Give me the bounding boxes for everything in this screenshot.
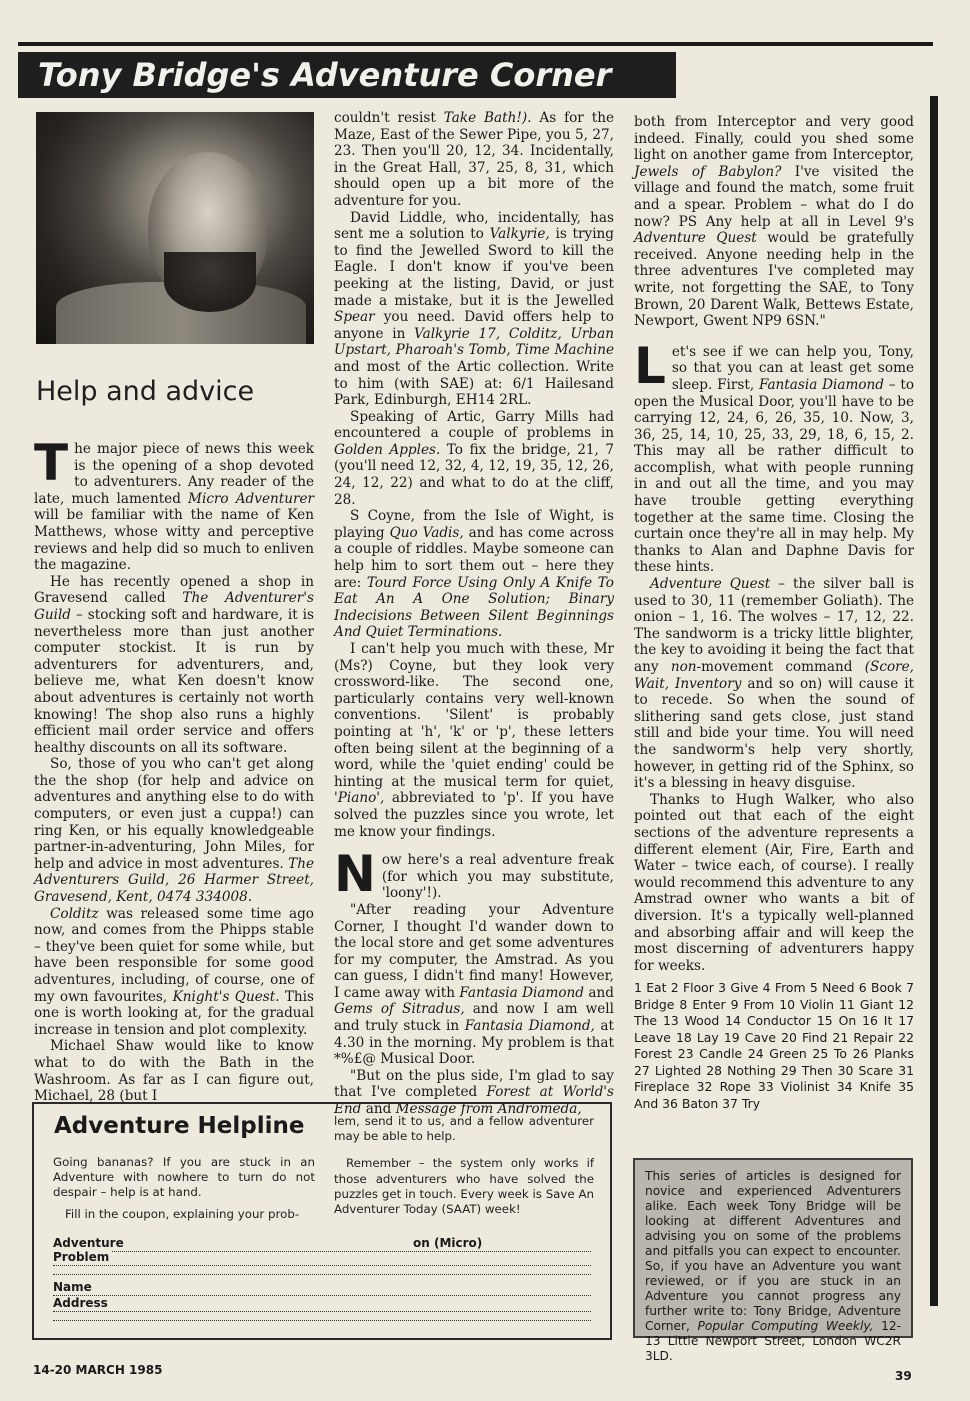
name-field[interactable]: Name — [53, 1280, 591, 1296]
paragraph: He has recently opened a shop in Gravesend called The Adventurer's Guild – stocking soft and hardware, it is nevertheless more than just another computer stockist. It is run by adventurers for adventurers, and, believe me, what Ken doesn't know about adventures is certainly not worth knowing! The shop also runs a highly efficient mail order service and offers healthy discounts on all its software. — [34, 573, 314, 756]
micro-field-label: on (Micro) — [413, 1236, 483, 1250]
drop-cap: N — [334, 845, 376, 904]
author-photo — [36, 112, 314, 344]
paragraph: both from Interceptor and very good indeed. Finally, could you shed some light on another game from Interceptor, Jewels of Babylon? I've visited the village and found the match, some fruit and a spear. Problem – what do I do now? PS Any help at all in Level 9's Adventure Quest would be gratefully received. Anyone needing help in the three adventures I've completed may write, not forgetting the SAE, to Tony Brown, 20 Darent Walk, Bettews Estate, Newport, Gwent NP9 6SN." — [634, 114, 915, 330]
paragraph: So, those of you who can't get along the the shop (for help and advice on adventures and anything else to do with computers, or even just a cuppa!) can ring Ken, or his equally knowledgeable partner-in-adventuring, John Miles, for help and advice in most adventures. The Adventurers Guild, 26 Harmer Street, Gravesend, Kent, 0474 334008. — [34, 756, 314, 906]
paragraph: Let's see if we can help you, Tony, so that you can at least get some sleep. First, Fantasia Diamond – to open the Musical Door, you'll have to be carrying 12, 24, 6, 26, 35, 10. Now, 3, 36, 25, 14, 10, 25, 33, 29, 18, 6, 15, 2. This may all be rather difficult to accomplish, what with people running in and out all the time, and you may have trouble getting everything together at the same time. Closing the curtain once they're all in may help. My thanks to Alan and Daphne Davis for these hints. — [634, 336, 915, 576]
paragraph: Colditz was released some time ago now, and comes from the Phipps stable – they've been quiet for some while, but have been responsible for some good adventures, including, of course, one of my own favourites, Knight's Quest. This one is worth looking at, for the gradual increase in tension and plot complexity. — [34, 905, 315, 1038]
page-title: Tony Bridge's Adventure Corner — [18, 52, 676, 98]
problem-field[interactable]: Problem — [53, 1250, 591, 1266]
top-rule — [18, 42, 933, 46]
paragraph: Now here's a real adventure freak (for which you may substitute, 'loony'!). — [334, 845, 614, 904]
page-number: 39 — [895, 1369, 912, 1383]
paragraph: Speaking of Artic, Garry Mills had encountered a couple of problems in Golden Apples. To fix the bridge, 21, 7 (you'll need 12, 32, 4, 12, 19, 35, 12, 26, 24, 12, 22) and what to do at the cliff, 28. — [334, 408, 615, 508]
helpline-title: Adventure Helpline — [54, 1113, 305, 1139]
address-field[interactable]: Address — [53, 1296, 591, 1312]
article-column-2 — [334, 110, 614, 1118]
adventure-field[interactable]: Adventure on (Micro) — [53, 1236, 591, 1252]
right-edge-bar — [930, 96, 938, 1306]
paragraph: Adventure Quest – the silver ball is used to 30, 11 (remember Goliath). The onion – 1, 16. The wolves – 17, 12, 22. The sandworm is a tricky little blighter, the key to avoiding it being the fact that any non-movement command (Score, Wait, Inventory and so on) will cause it to recede. So when the sound of slithering sand gets close, just stand still and bide your time. You will need the sandworm's help very shortly, however, in getting rid of the Sphinx, so it's a blessing in heavy disguise. — [634, 576, 915, 792]
paragraph: "But on the plus side, I'm glad to say that I've completed Forest at World's End and Message from Andromeda, — [334, 1067, 615, 1118]
section-title: Help and advice — [36, 376, 255, 407]
series-info-box: This series of articles is designed for novice and experienced Adventurers alike. Each week Tony Bridge will be looking at different Adventures and advising you on some of the problems and pitfalls you can expect to encounter. So, if you have an Adventure you want reviewed, or if you are stuck in an Adventure you cannot progress any further write to: Tony Bridge, Adventure Corner, Popular Computing Weekly, 12-13 Little Newport Street, London WC2R 3LD. — [633, 1158, 913, 1338]
drop-cap: T — [34, 434, 69, 492]
paragraph: S Coyne, from the Isle of Wight, is playing Quo Vadis, and has come across a couple of riddles. Maybe someone can help him to sort them out – here they are: Tourd Force Using Only A Knife To Eat An A One Solution; Binary Indecisions Between Silent Beginnings And Quiet Terminations. — [334, 508, 614, 641]
helpline-left-text: Going bananas? If you are stuck in an Adventure with nowhere to turn do not despair – help is at hand. Fill in the coupon, explaining your prob- — [53, 1155, 315, 1221]
paragraph: Thanks to Hugh Walker, who also pointed out that each of the eight sections of the adventure represents a different element (Air, Fire, Earth and Water – twice each, of course). I really would recommend this adventure to any Amstrad owner who wants a bit of diversion. It's a typically well-planned and absorbing affair and will keep the most discerning of adventurers happy for weeks. — [634, 791, 914, 974]
article-column-3 — [634, 114, 914, 974]
problem-field-line[interactable] — [53, 1272, 591, 1275]
drop-cap: L — [634, 336, 666, 395]
article-column-1 — [34, 434, 315, 1105]
answer-key: 1 Eat 2 Floor 3 Give 4 From 5 Need 6 Book 7 Bridge 8 Enter 9 From 10 Violin 11 Giant 12 The 13 Wood 14 Conductor 15 On 16 It 17 Leave 18 Lay 19 Cave 20 Find 21 Repair 22 Forest 23 Candle 24 Green 25 To 26 Planks 27 Lighted 28 Nothing 29 Then 30 Scare 31 Fireplace 32 Rope 33 Violinist 34 Knife 35 And 36 Baton 37 Try — [634, 980, 914, 1111]
paragraph: "After reading your Adventure Corner, I thought I'd wander down to the local store and get some adventures for my computer, the Amstrad. As you can guess, I didn't find many! However, I came away with Fantasia Diamond and Gems of Sitradus, and now I am well and truly stuck in Fantasia Diamond, at 4.30 in the morning. My problem is that *%£@ Musical Door. — [334, 901, 614, 1068]
issue-date: 14-20 MARCH 1985 — [33, 1363, 163, 1377]
paragraph: Michael Shaw would like to know what to do with the Bath in the Washroom. As far as I can figure out, Michael, 28 (but I — [34, 1038, 314, 1105]
paragraph: couldn't resist Take Bath!). As for the Maze, East of the Sewer Pipe, you 5, 27, 23. Then you'll 20, 12, 34. Incidentally, in the Great Hall, 37, 25, 8, 31, which should open up a bit more of the adventure for you. — [334, 110, 614, 209]
helpline-right-text: lem, send it to us, and a fellow adventurer may be able to help. Remember – the system only works if those adventurers who have solved the puzzles get in touch. Every week is Save An Adventurer Today (SAAT) week! — [334, 1114, 594, 1217]
paragraph: I can't help you much with these, Mr (Ms?) Coyne, but they look very crossword-like. The second one, particularly contains very well-known conventions. 'Silent' is probably pointing at 'h', 'k' or 'p', these letters often being silent at the beginning of a word, while the 'quiet ending' could be hinting at the musical term for quiet, 'Piano', abbreviated to 'p'. If you have solved the puzzles since you wrote, let me know your findings. — [334, 641, 614, 840]
address-field-line[interactable] — [53, 1318, 591, 1321]
paragraph: The major piece of news this week is the opening of a shop devoted to adventurers. Any reader of the late, much lamented Micro Adventurer will be familiar with the name of Ken Matthews, whose witty and perceptive reviews and help did so much to enliven the magazine. — [34, 434, 314, 574]
paragraph: David Liddle, who, incidentally, has sent me a solution to Valkyrie, is trying to find the Jewelled Sword to kill the Eagle. I don't know if you've been peeking at the listing, David, or just made a mistake, but it is the Jewelled Spear you need. David offers help to anyone in Valkyrie 17, Colditz, Urban Upstart, Pharoah's Tomb, Time Machine and most of the Artic collection. Write to him (with SAE) at: 6/1 Hailesand Park, Edinburgh, EH14 2RL. — [334, 209, 614, 409]
